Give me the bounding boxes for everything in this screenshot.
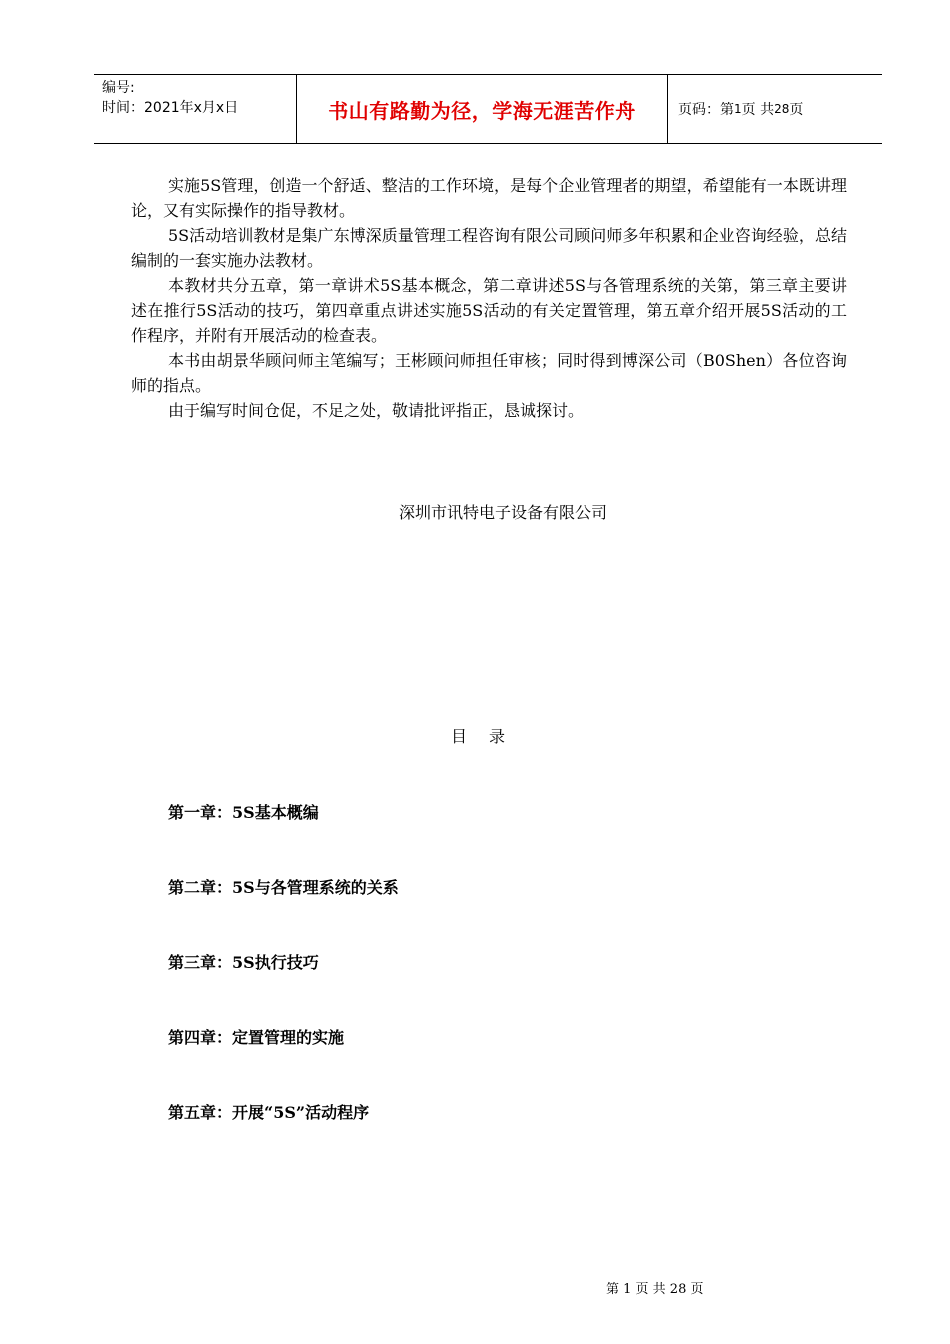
company-name: 深圳市讯特电子设备有限公司 bbox=[398, 503, 607, 522]
toc-item: 第二章：5S与各管理系统的关系 bbox=[168, 878, 399, 897]
header-motto-cell bbox=[296, 75, 668, 143]
page-current: 1 bbox=[734, 102, 742, 116]
toc-item: 第一章：5S基本概编 bbox=[168, 803, 319, 822]
intro-paragraph: 实施5S管理，创造一个舒适、整洁的工作环境，是每个企业管理者的期望，希望能有一本既讲理论，又有实际操作的指导教材。 bbox=[131, 176, 847, 220]
motto: 书山有路勤为径，学海无涯苦作舟 bbox=[328, 98, 636, 123]
page-footer: 第 1 页 共 28 页 bbox=[606, 1282, 704, 1297]
intro-paragraph: 本书由胡景华顾问师主笔编写；王彬顾问师担任审核；同时得到博深公司（B0Shen）各位咨询师的指点。 bbox=[131, 351, 847, 395]
intro-paragraph: 5S活动培训教材是集广东博深质量管理工程咨询有限公司顾问师多年积累和企业咨询经验，总结编制的一套实施办法教材。 bbox=[131, 226, 847, 270]
intro-paragraph: 本教材共分五章，第一章讲术5S基本概念，第二章讲述5S与各管理系统的关第，第三章主要讲述在推行5S活动的技巧，第四章重点讲述实施5S活动的有关定置管理，第五章介绍开展5S活动的工作程序，并附有开展活动的检查表。 bbox=[131, 276, 847, 345]
page-label-prefix: 页码：第 bbox=[678, 102, 734, 118]
toc-title: 目录 bbox=[450, 727, 527, 746]
toc-item: 第五章：开展“5S”活动程序 bbox=[168, 1103, 370, 1122]
intro-paragraph: 由于编写时间仓促，不足之处，敬请批评指正，恳诚探讨。 bbox=[168, 401, 585, 420]
toc-item: 第四章：定置管理的实施 bbox=[168, 1028, 345, 1047]
page-label-suffix: 页 bbox=[789, 102, 804, 118]
page-header bbox=[94, 74, 882, 144]
header-meta bbox=[94, 75, 296, 143]
header-page-info bbox=[668, 75, 882, 143]
intro-text bbox=[131, 173, 847, 423]
time-label: 时间：2021年x月x日 bbox=[102, 100, 239, 116]
page-total: 28 bbox=[774, 102, 790, 116]
toc-item: 第三章：5S执行技巧 bbox=[168, 953, 319, 972]
page-label-mid: 页 共 bbox=[741, 102, 775, 118]
serial-label: 编号: bbox=[102, 80, 135, 96]
